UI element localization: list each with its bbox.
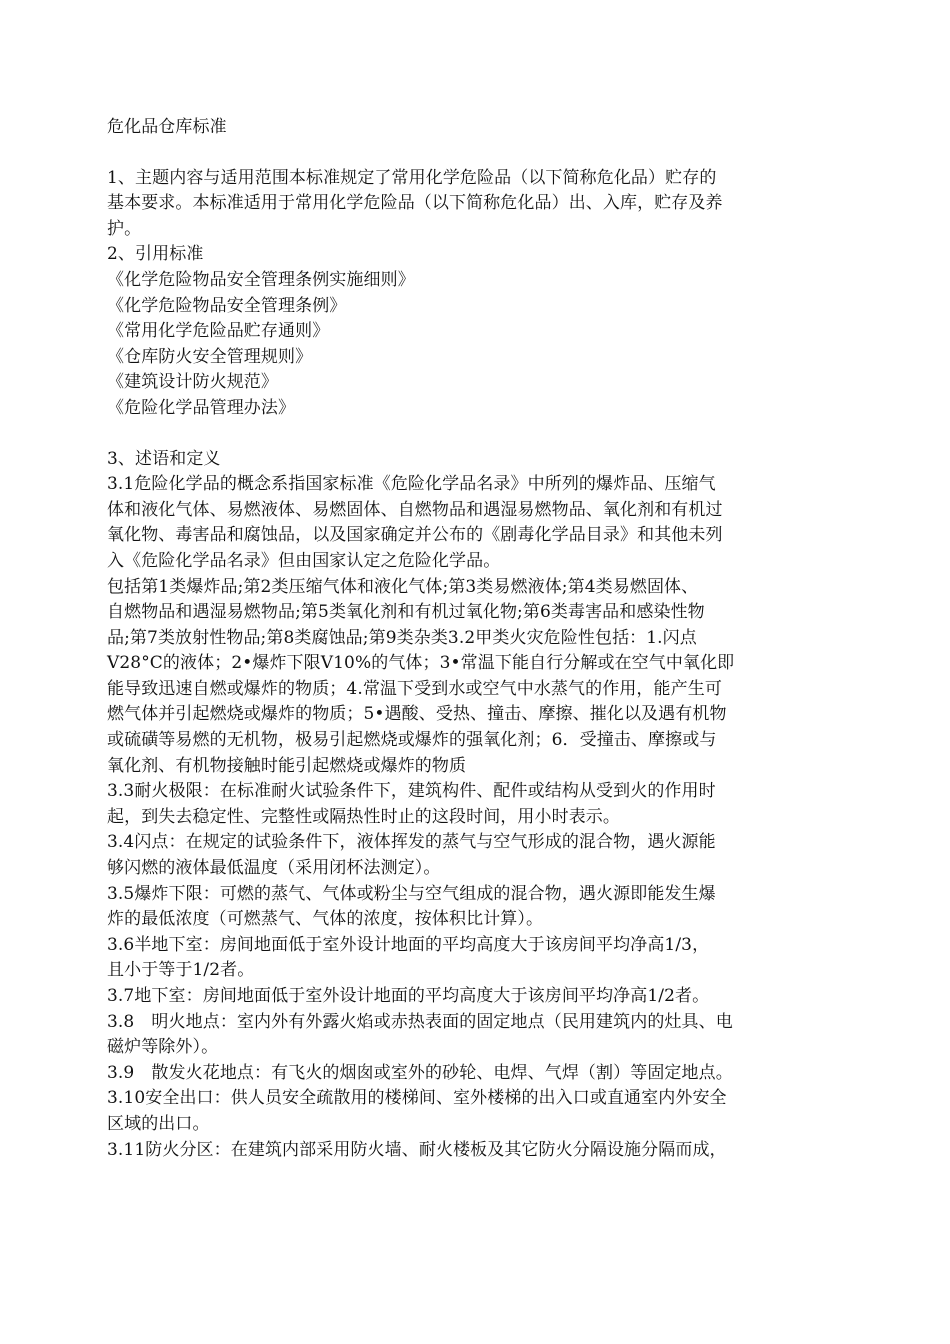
reference-item: 《危险化学品管理办法》	[107, 397, 296, 418]
paragraph-line: 1、主题内容与适用范围本标准规定了常用化学危险品（以下简称危化品）贮存的	[107, 167, 717, 188]
paragraph-line: 3.3耐火极限：在标准耐火试验条件下，建筑构件、配件或结构从受到火的作用时	[107, 781, 716, 802]
paragraph-line: 够闪燃的液体最低温度（采用闭杯法测定）。	[107, 858, 441, 879]
document-title: 危化品仓库标准	[107, 117, 227, 137]
paragraph-line: 氧化物、毒害品和腐蚀品，以及国家确定并公布的《剧毒化学品目录》和其他未列	[107, 525, 723, 546]
paragraph-line: 3.8 明火地点：室内外有外露火焰或赤热表面的固定地点（民用建筑内的灶具、电	[107, 1011, 733, 1032]
paragraph-line: 3.1危险化学品的概念系指国家标准《危险化学品名录》中所列的爆炸品、压缩气	[107, 474, 716, 495]
paragraph-line: 包括第1类爆炸品;第2类压缩气体和液化气体;第3类易燃液体;第4类易燃固体、	[107, 576, 699, 597]
paragraph-line: 3.10安全出口：供人员安全疏散用的楼梯间、室外楼梯的出入口或直通室内外安全	[107, 1088, 727, 1109]
section-1-scope	[107, 166, 842, 243]
reference-item: 《常用化学危险品贮存通则》	[107, 321, 330, 342]
paragraph-line: 起，到失去稳定性、完整性或隔热性时止的这段时间，用小时表示。	[107, 806, 620, 827]
paragraph-line: 体和液化气体、易燃液体、易燃固体、自燃物品和遇湿易燃物品、氧化剂和有机过	[107, 499, 723, 520]
paragraph-line: 3.5爆炸下限：可燃的蒸气、气体或粉尘与空气组成的混合物，遇火源即能发生爆	[107, 883, 716, 904]
reference-item: 《建筑设计防火规范》	[107, 372, 278, 393]
paragraph-line: 护。	[107, 218, 142, 239]
reference-item: 《化学危险物品安全管理条例》	[107, 295, 347, 316]
section-3-heading: 3、述语和定义	[107, 448, 221, 469]
paragraph-line: 3.11防火分区：在建筑内部采用防火墙、耐火楼板及其它防火分隔设施分隔而成，	[107, 1139, 727, 1160]
paragraph-line: 且小于等于1/2者。	[107, 960, 255, 981]
paragraph-line: 炸的最低浓度（可燃蒸气、气体的浓度，按体积比计算）。	[107, 909, 544, 930]
blank-spacer	[107, 422, 842, 447]
paragraph-line: 磁炉等除外）。	[107, 1037, 219, 1058]
paragraph-line: 3.7地下室：房间地面低于室外设计地面的平均高度大于该房间平均净高1/2者。	[107, 986, 710, 1006]
paragraph-line: 燃气体并引起燃烧或爆炸的物质；5•遇酸、受热、撞击、摩擦、摧化以及遇有机物	[107, 704, 727, 725]
paragraph-line: 自燃物品和遇湿易燃物品;第5类氧化剂和有机过氧化物;第6类毒害品和感染性物	[107, 602, 705, 623]
paragraph-line: 或硫磺等易燃的无机物，极易引起燃烧或爆炸的强氧化剂；6．受撞击、摩擦或与	[107, 730, 717, 751]
paragraph-line: V28°C的液体；2•爆炸下限V10%的气体；3•常温下能自行分解或在空气中氧化即	[107, 653, 735, 674]
reference-item: 《化学危险物品安全管理条例实施细则》	[107, 269, 415, 290]
paragraph-line: 氧化剂、有机物接触时能引起燃烧或爆炸的物质	[107, 755, 467, 776]
paragraph-line: 3.9 散发火花地点：有飞火的烟囱或室外的砂轮、电焊、气焊（割）等固定地点。	[107, 1062, 733, 1083]
paragraph-line: 入《危险化学品名录》但由国家认定之危险化学品。	[107, 550, 501, 571]
paragraph-line: 3.4闪点：在规定的试验条件下，液体挥发的蒸气与空气形成的混合物，遇火源能	[107, 832, 716, 853]
document-page	[107, 115, 842, 1163]
paragraph-line: 区域的出口。	[107, 1113, 210, 1134]
paragraph-line: 基本要求。本标准适用于常用化学危险品（以下简称危化品）出、入库，贮存及养	[107, 193, 723, 214]
section-2-heading: 2、引用标准	[107, 244, 204, 265]
paragraph-line: 品;第7类放射性物品;第8类腐蚀品;第9类杂类3.2甲类火灾危险性包括：1.闪点	[107, 627, 697, 648]
paragraph-line: 3.6半地下室：房间地面低于室外设计地面的平均高度大于该房间平均净高1/3，	[107, 934, 710, 955]
reference-list	[107, 268, 842, 422]
section-3-definitions	[107, 472, 842, 1163]
reference-item: 《仓库防火安全管理规则》	[107, 346, 313, 367]
paragraph-line: 能导致迅速自燃或爆炸的物质；4.常温下受到水或空气中水蒸气的作用，能产生可	[107, 678, 722, 699]
